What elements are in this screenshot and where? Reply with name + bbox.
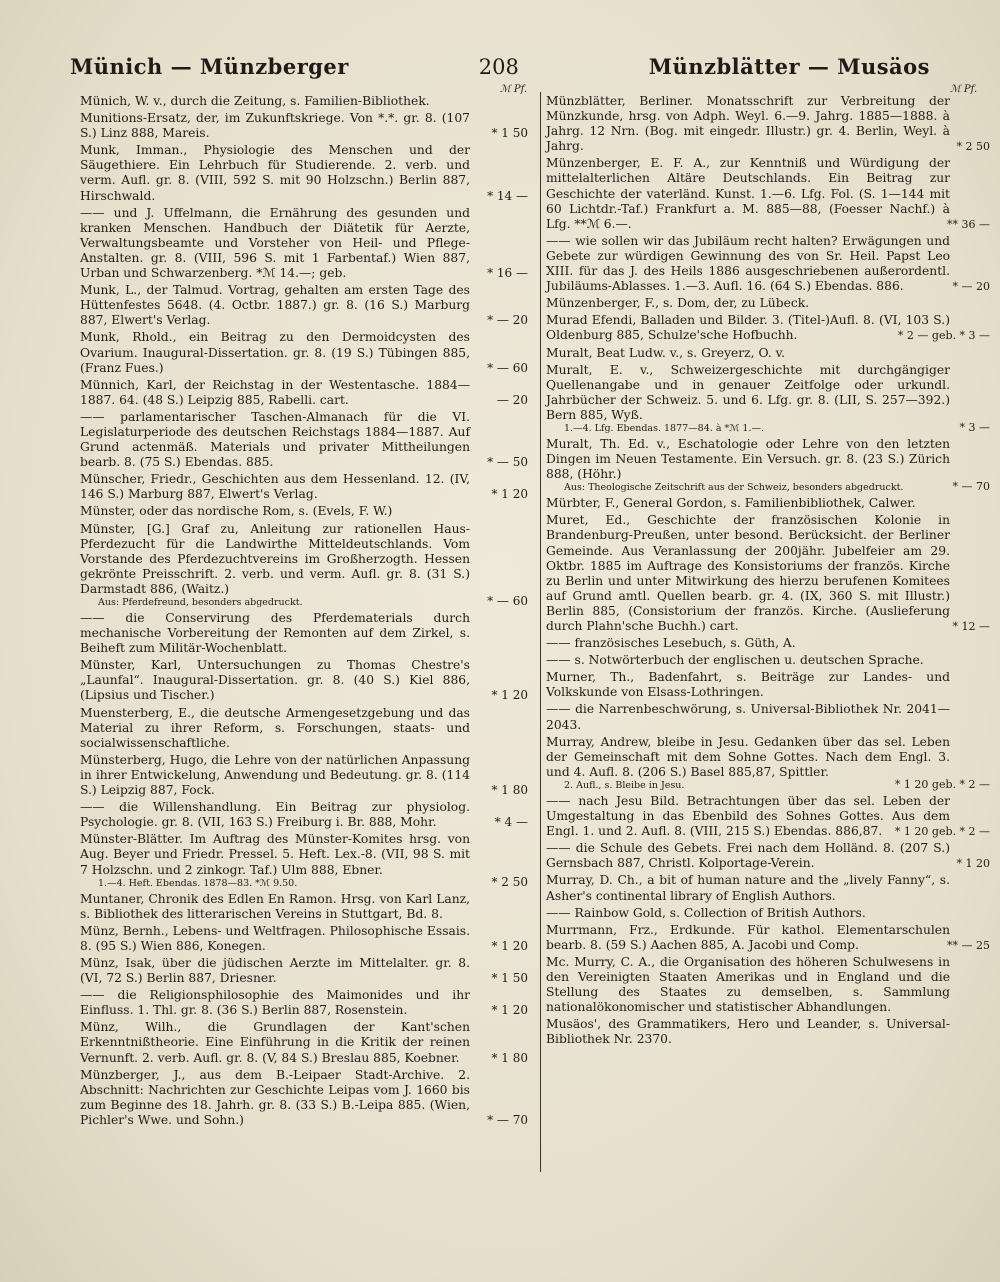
- catalog-entry: [546, 841, 990, 871]
- entry-text: Münz, Wilh., die Grundlagen der Kant'schen Erkenntnißtheorie. Eine Einführung in die Kritik der reinen Vernunft. 2. verb. Aufl. gr. 8. (V, 84 S.) Breslau 885, Koebner.: [80, 1020, 470, 1065]
- entry-text: Münscher, Friedr., Geschichten aus dem Hessenland. 12. (IV, 146 S.) Marburg 887, Elwert's Verlag.: [80, 472, 470, 502]
- entry-price: * 1 20 geb. * 2 —: [894, 777, 990, 791]
- catalog-entry: [80, 753, 528, 798]
- catalog-entry: [80, 611, 528, 656]
- entry-text: Muntaner, Chronik des Edlen En Ramon. Hrsg. von Karl Lanz, s. Bibliothek des litterarischen Vereins in Stuttgart, Bd. 8.: [80, 891, 470, 921]
- catalog-entry: [80, 143, 528, 203]
- entry-price: ** 36 —: [947, 217, 990, 231]
- catalog-entry: [80, 956, 528, 986]
- currency-label-right: ℳ Pf.: [950, 84, 978, 95]
- entry-price: * — 20: [487, 313, 528, 328]
- entry-text: Muralt, E. v., Schweizergeschichte mit durchgängiger Quellenangabe und in genauer Zeitfolge oder urkundl. Jahrbücher der Schweiz. 5. und 6. Lfg. gr. 8. (LII, S. 257—392.) Bern 885, Wyß.: [546, 362, 950, 422]
- entry-text: Münster, Karl, Untersuchungen zu Thomas Chestre's „Launfal“. Inaugural-Dissertation. gr. 8. (40 S.) Kiel 886, (Lipsius und Tischer.): [80, 658, 470, 703]
- catalog-entry: [80, 330, 528, 375]
- entry-text: Münsterberg, Hugo, die Lehre von der natürlichen Anpassung in ihrer Entwickelung, Anwendung und Bedeutung. gr. 8. (114 S.) Leipzig 887, Fock.: [80, 752, 470, 798]
- entry-note: Aus: Theologische Zeitschrift aus der Schweiz, besonders abgedruckt.: [564, 482, 904, 494]
- entry-price: * — 20: [952, 280, 990, 294]
- left-column: [80, 94, 528, 1282]
- entry-text: Munk, L., der Talmud. Vortrag, gehalten am ersten Tage des Hüttenfestes 5648. (4. Octbr. 1887.) gr. 8. (16 S.) Marburg 887, Elwert's Verlag.: [80, 283, 470, 328]
- catalog-entry: [80, 892, 528, 922]
- entry-price: * — 70: [952, 480, 990, 494]
- entry-price: * 14 —: [487, 188, 528, 203]
- entry-price: — 20: [496, 392, 528, 407]
- entry-text: Murray, D. Ch., a bit of human nature and the „lively Fanny“, s. Asher's continental library of English Authors.: [546, 873, 950, 903]
- page-number: 208: [478, 55, 519, 79]
- entry-text: Münster, [G.] Graf zu, Anleitung zur rationellen Haus-Pferdezucht für die Landwirthe Mitteldeutschlands. Vom Vorstande des Pferdezuchtvereins im Großherzogth. Hessen gekrönte Preisschrift. 2. verb. und verm. Aufl. gr. 8. (31 S.) Darmstadt 886, (Waitz.): [80, 521, 470, 596]
- entry-note: 1.—4. Lfg. Ebendas. 1877—84. à *ℳ 1.—.: [564, 422, 765, 434]
- entry-text: —— die Conservirung des Pferdematerials durch mechanische Vorbereitung der Remonten auf dem Zirkel, s. Beiheft zum Militär-Wochenblatt.: [80, 611, 470, 656]
- entry-text: Muensterberg, E., die deutsche Armengesetzgebung und das Material zu ihrer Reform, s. Forschungen, staats- und socialwissenschaftliche.: [80, 705, 470, 750]
- entry-text: Münzberger, J., aus dem B.-Leipaer Stadt-Archive. 2. Abschnitt: Nachrichten zur Geschichte Leipas vom J. 1660 bis zum Beginne des 18. Jahrh. gr. 8. (33 S.) B.-Leipa 885. (Wien, Pichler's Wwe. und Sohn.): [80, 1067, 470, 1127]
- catalog-entry: [546, 496, 980, 511]
- catalog-entry: [546, 313, 990, 343]
- entry-text: Mürbter, F., General Gordon, s. Familienbibliothek, Calwer.: [546, 496, 916, 511]
- catalog-entry: [546, 636, 980, 651]
- entry-text: Münich, W. v., durch die Zeitung, s. Familien-Bibliothek.: [80, 94, 430, 108]
- entry-text: Münnich, Karl, der Reichstag in der Westentasche. 1884—1887. 64. (48 S.) Leipzig 885, Rabelli. cart.: [80, 377, 470, 407]
- entry-text: Munitions-Ersatz, der, im Zukunftskriege. Von *.*. gr. 8. (107 S.) Linz 888, Mareis.: [80, 111, 470, 141]
- entry-price: ** — 25: [947, 938, 990, 952]
- entry-price: * 12 —: [952, 620, 990, 633]
- catalog-entry: [80, 1020, 528, 1065]
- catalog-entry: [546, 955, 980, 1015]
- entry-text: Münzenberger, E. F. A., zur Kenntniß und Würdigung der mittelalterlichen Altäre Deutschlands. Ein Beitrag zur Geschichte der vaterländ. Kunst. 1.—6. Lfg. Fol. (S. 1—144 mit 60 Lichtdr.-Taf.) Frankfurt a. M. 885—88, (Foesser Nachf.) à Lfg. **ℳ 6.—.: [546, 156, 950, 231]
- entry-note: Aus: Pferdefreund, besonders abgedruckt.: [98, 597, 303, 608]
- catalog-entry: [80, 706, 528, 751]
- entry-text: Münster, oder das nordische Rom, s. (Evels, F. W.): [80, 504, 393, 519]
- entry-text: Murray, Andrew, bleibe in Jesu. Gedanken über das sel. Leben der Gemeinschaft mit dem Sohne Gottes. Nach dem Engl. 3. und 4. Aufl. 8. (206 S.) Basel 885,87, Spittler.: [546, 734, 950, 779]
- entry-price: * 2 — geb. * 3 —: [897, 329, 990, 343]
- entry-price: * — 60: [487, 360, 528, 375]
- entry-price: * 1 20: [491, 487, 528, 502]
- entry-text: —— die Narrenbeschwörung, s. Universal-Bibliothek Nr. 2041—2043.: [546, 702, 950, 732]
- running-head-left: Münich — Münzberger: [70, 54, 349, 79]
- entry-price: * 16 —: [487, 266, 528, 281]
- entry-price: * — 60: [487, 593, 528, 608]
- catalog-entry: [546, 233, 990, 294]
- catalog-entry: [80, 924, 528, 954]
- catalog-entry: [80, 410, 528, 470]
- catalog-entry: [80, 504, 528, 519]
- catalog-entry: [546, 873, 980, 903]
- catalog-entry: [80, 472, 528, 502]
- entry-text: Münzblätter, Berliner. Monatsschrift zur Verbreitung der Münzkunde, hrsg. von Adph. Weyl. 6.—9. Jahrg. 1885—1888. à Jahrg. 12 Nrn. (Bog. mit eingedr. Illustr.) gr. 4. Berlin, Weyl. à Jahrg.: [546, 94, 950, 154]
- entry-text: Muret, Ed., Geschichte der französischen Kolonie in Brandenburg-Preußen, unter besond. Berücksicht. der Berliner Gemeinde. Aus Veranlassung der 200jähr. Jubelfeier am 29. Oktbr. 1885 im Auftrage des Konsistoriums der französ. Kirche zu Berlin und unter Mitwirkung des hierzu berufenen Komitees auf Grund amtl. Quellen bearb. gr. 4. (IX, 360 S. mit Illustr.) Berlin 885, (Consistorium der französ. Kirche. (Auslieferung durch Plahn'sche Buchh.) cart.: [546, 513, 950, 633]
- catalog-entry: [546, 94, 990, 154]
- catalog-entry: [546, 922, 990, 953]
- currency-label-left: ℳ Pf.: [500, 84, 528, 95]
- entry-text: —— die Religionsphilosophie des Maimonides und ihr Einfluss. 1. Thl. gr. 8. (36 S.) Berlin 887, Rosenstein.: [80, 988, 470, 1018]
- catalog-entry: [80, 206, 528, 281]
- page-header: [70, 54, 930, 84]
- entry-text: —— Rainbow Gold, s. Collection of British Authors.: [546, 905, 866, 920]
- catalog-entry: [80, 94, 528, 109]
- catalog-entry: [80, 988, 528, 1018]
- entry-price: * 1 20: [491, 938, 528, 953]
- catalog-entry: [546, 793, 990, 839]
- entry-text: Münzenberger, F., s. Dom, der, zu Lübeck.: [546, 296, 810, 311]
- entry-text: —— wie sollen wir das Jubiläum recht halten? Erwägungen und Gebete zur würdigen Gewinnung des von Sr. Heil. Papst Leo XIII. für das J. des Heils 1886 ausgeschriebenen außerordentl. Jubiläums-Ablasses. 1.—3. Aufl. 16. (64 S.) Ebendas. 886.: [546, 233, 950, 294]
- entry-price: * 2 50: [491, 874, 528, 889]
- catalog-entry: [80, 283, 528, 328]
- entry-text: Muralt, Th. Ed. v., Eschatologie oder Lehre von den letzten Dingen im Neuen Testamente. Ein Versuch. gr. 8. (23 S.) Zürich 888, (Höhr.): [546, 436, 950, 482]
- entry-text: Münz, Isak, über die jüdischen Aerzte im Mittelalter. gr. 8. (VI, 72 S.) Berlin 887, Driesner.: [80, 955, 470, 986]
- entry-text: —— s. Notwörterbuch der englischen u. deutschen Sprache.: [546, 653, 924, 668]
- entry-text: Murner, Th., Badenfahrt, s. Beiträge zur Landes- und Volkskunde von Elsass-Lothringen.: [546, 670, 950, 700]
- entry-text: —— parlamentarischer Taschen-Almanach für die VI. Legislaturperiode des deutschen Reichstags 1884—1887. Auf Grund actenmäß. Materials und privater Mittheilungen bearb. 8. (75 S.) Ebendas. 885.: [80, 409, 470, 470]
- entry-text: —— nach Jesu Bild. Betrachtungen über das sel. Leben der Umgestaltung in das Ebenbild des Sohnes Gottes. Aus dem Engl. 1. und 2. Aufl. 8. (VIII, 215 S.) Ebendas. 886,87.: [546, 793, 950, 839]
- catalog-entry: [80, 832, 528, 889]
- entry-price: * 1 20: [491, 688, 528, 703]
- entry-price: * 1 80: [491, 1050, 528, 1065]
- entry-price: * 1 20: [491, 1003, 528, 1018]
- catalog-entry: [546, 1017, 980, 1047]
- catalog-entry: [546, 296, 980, 311]
- entry-text: Musäos', des Grammatikers, Hero und Leander, s. Universal-Bibliothek Nr. 2370.: [546, 1017, 950, 1047]
- entry-text: —— und J. Uffelmann, die Ernährung des gesunden und kranken Menschen. Handbuch der Diätetik für Aerzte, Verwaltungsbeamte und Vorsteher von Heil- und Pflege-Anstalten. gr. 8. (VIII, 596 S. mit 1 Farbentaf.) Wien 887, Urban und Schwarzenberg. *ℳ 14.—; geb.: [80, 205, 470, 281]
- catalog-entry: [546, 156, 990, 231]
- entry-text: Munk, Imman., Physiologie des Menschen und der Säugethiere. Ein Lehrbuch für Studierende. 2. verb. und verm. Aufl. gr. 8. (VIII, 592 S. mit 90 Holzschn.) Berlin 887, Hirschwald.: [80, 143, 470, 203]
- catalog-entry: [80, 658, 528, 703]
- right-column: [546, 94, 990, 1282]
- entry-price: * — 70: [487, 1112, 528, 1127]
- entry-price: * 4 —: [494, 815, 528, 830]
- entry-price: * — 50: [487, 455, 528, 470]
- catalog-entry: [546, 513, 990, 634]
- entry-note: 1.—4. Heft. Ebendas. 1878—83. *ℳ 9.50.: [98, 877, 298, 889]
- entry-price: * 1 80: [491, 783, 528, 798]
- entry-price: * 1 50: [491, 126, 528, 141]
- entry-text: Murad Efendi, Balladen und Bilder. 3. (Titel-)Aufl. 8. (VI, 103 S.) Oldenburg 885, Schulze'sche Hofbuchh.: [546, 313, 950, 343]
- catalog-entry: [80, 378, 528, 408]
- catalog-entry: [546, 653, 980, 668]
- entry-note: 2. Aufl., s. Bleibe in Jesu.: [564, 779, 685, 791]
- entry-text: —— die Willenshandlung. Ein Beitrag zur physiolog. Psychologie. gr. 8. (VII, 163 S.) Freiburg i. Br. 888, Mohr.: [80, 800, 470, 830]
- entry-price: * 3 —: [959, 420, 990, 434]
- entry-text: Mc. Murry, C. A., die Organisation des höheren Schulwesens in den Vereinigten Staaten Amerikas und in England und die Stellung des Staates zu demselben, s. Sammlung nationalökonomischer und statistischer Abhandlungen.: [546, 954, 950, 1015]
- entry-text: —— französisches Lesebuch, s. Güth, A.: [546, 636, 796, 651]
- catalog-entry: [546, 906, 980, 921]
- catalog-entry: [546, 362, 990, 435]
- entry-price: * 1 50: [491, 971, 528, 986]
- entry-text: Münz, Bernh., Lebens- und Weltfragen. Philosophische Essais. 8. (95 S.) Wien 886, Konegen.: [80, 923, 470, 953]
- entry-text: Muralt, Beat Ludw. v., s. Greyerz, O. v.: [546, 345, 786, 360]
- entry-price: * 1 20: [956, 857, 990, 871]
- column-divider: [540, 92, 541, 1172]
- catalog-entry: [80, 522, 528, 609]
- catalog-entry: [546, 436, 990, 494]
- entry-price: * 2 50: [956, 140, 990, 154]
- catalog-entry: [80, 800, 528, 830]
- entry-text: —— die Schule des Gebets. Frei nach dem Holländ. 8. (207 S.) Gernsbach 887, Christl. Kolportage-Verein.: [546, 841, 950, 871]
- catalog-entry: [546, 702, 980, 732]
- entry-text: Munk, Rhold., ein Beitrag zu den Dermoidcysten des Ovarium. Inaugural-Dissertation. gr. 8. (19 S.) Tübingen 885, (Franz Fues.): [80, 330, 470, 375]
- catalog-entry: [546, 734, 990, 792]
- catalog-entry: [546, 346, 980, 361]
- entry-price: * 1 20 geb. * 2 —: [894, 825, 990, 839]
- entry-text: Murrmann, Frz., Erdkunde. Für kathol. Elementarschulen bearb. 8. (59 S.) Aachen 885, A. Jacobi und Comp.: [546, 922, 950, 952]
- running-head-right: Münzblätter — Musäos: [648, 54, 930, 79]
- catalog-entry: [546, 670, 980, 700]
- entry-text: Münster-Blätter. Im Auftrag des Münster-Komites hrsg. von Aug. Beyer und Friedr. Pressel. 5. Heft. Lex.-8. (VII, 98 S. mit 7 Holzschn. und 2 zinkogr. Taf.) Ulm 888, Ebner.: [80, 832, 470, 877]
- catalog-entry: [80, 111, 528, 141]
- catalog-entry: [80, 1068, 528, 1128]
